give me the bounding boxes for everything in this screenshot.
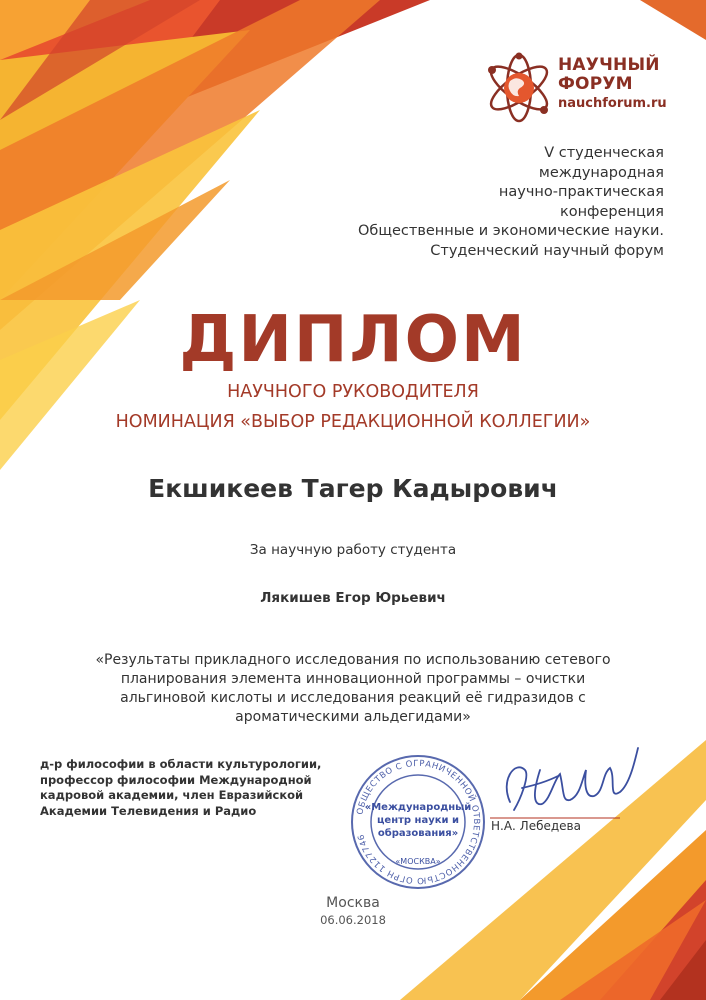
handwritten-signature (470, 740, 640, 830)
signer-line: кадровой академии, член Евразийской (40, 788, 304, 802)
work-title-line: планирования элемента инновационной программы – очистки (120, 671, 586, 687)
conference-line: V студенческая (544, 145, 664, 161)
diploma-subtitle-line2: НОМИНАЦИЯ «ВЫБОР РЕДАКЦИОННОЙ КОЛЛЕГИИ» (115, 412, 591, 432)
conference-line: научно-практическая (498, 184, 664, 200)
signer-name: Н.А. Лебедева (491, 819, 581, 833)
footer-city: Москва (326, 895, 380, 911)
diploma-title: ДИПЛОМ (179, 303, 527, 377)
footer-date: 06.06.2018 (320, 913, 386, 927)
atom-globe-icon (482, 48, 556, 128)
signer-line: Академии Телевидения и Радио (40, 803, 257, 818)
stamp-center-line1: «Международный (364, 802, 472, 813)
student-name: Лякишев Егор Юрьевич (260, 590, 446, 606)
signer-line: профессор философии Международной (40, 772, 312, 787)
logo-name-line2: ФОРУМ (558, 74, 633, 94)
signer-credentials (40, 757, 360, 819)
work-label: За научную работу студента (249, 542, 457, 558)
stamp-city: «МОСКВА» (395, 857, 441, 866)
conference-line: международная (538, 164, 664, 181)
work-title (60, 651, 646, 727)
work-title-line: ароматическими альдегидами» (235, 709, 471, 725)
recipient-name: Екшикеев Тагер Кадырович (148, 474, 558, 503)
stamp-ring-text: ОБЩЕСТВО С ОГРАНИЧЕННОЙ ОТВЕТСТВЕННОСТЬЮ ОГРН 1127746 (355, 758, 482, 886)
conference-line: Студенческий научный форум (430, 242, 664, 259)
conference-info (244, 144, 664, 261)
signer-line: д-р философии в области культурологии, (40, 757, 322, 771)
stamp-center-line3: образования» (377, 828, 459, 839)
logo-text (558, 56, 667, 112)
work-title-line: альгиновой кислоты и исследования реакций её гидразидов с (120, 690, 586, 706)
diploma-subtitle-line1: НАУЧНОГО РУКОВОДИТЕЛЯ (227, 382, 479, 402)
work-title-line: «Результаты прикладного исследования по использованию сетевого (95, 652, 611, 668)
stamp-center-line2: центр науки и (377, 815, 459, 826)
conference-line: конференция (559, 203, 664, 220)
stamp (348, 752, 488, 892)
logo (482, 48, 672, 128)
logo-url: nauchforum.ru (558, 96, 667, 111)
logo-name-line1: НАУЧНЫЙ (558, 55, 660, 75)
conference-line: Общественные и экономические науки. (357, 223, 664, 239)
